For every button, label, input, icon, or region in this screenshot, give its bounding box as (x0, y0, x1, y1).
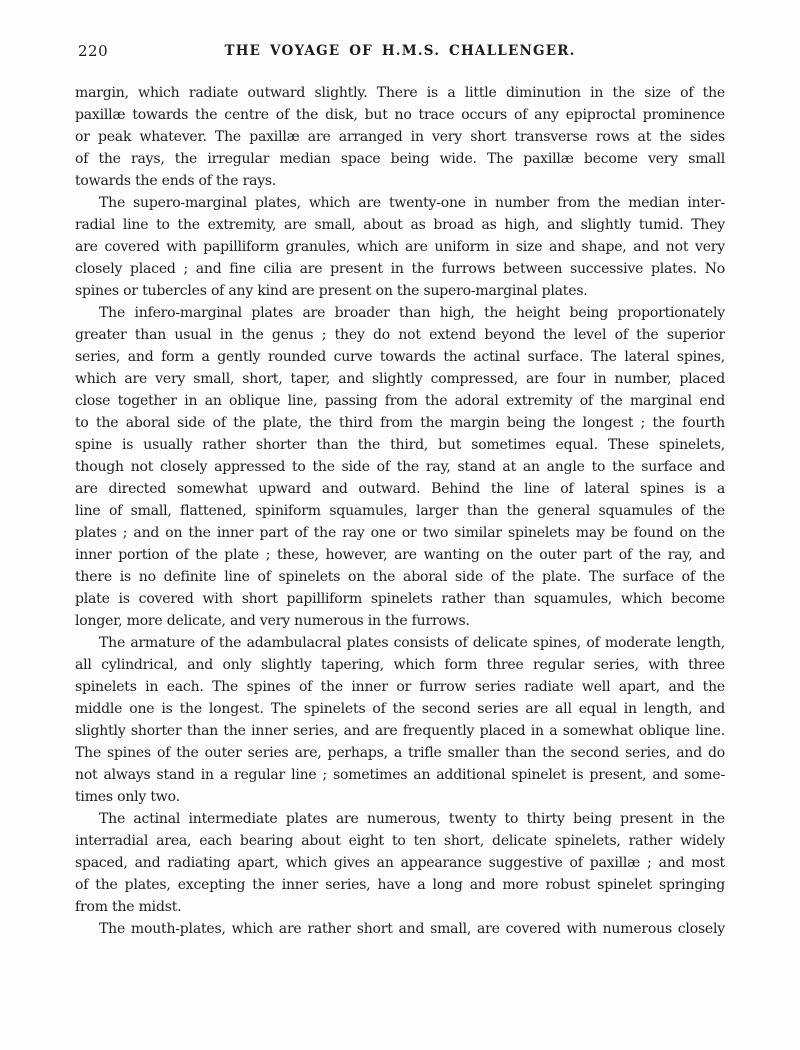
text-line: are directed somewhat upward and outward. Behind the line of lateral spines is a (75, 481, 725, 497)
text-line: from the midst. (75, 899, 182, 915)
text-line: though not closely appressed to the side of the ray, stand at an angle to the surface and (75, 459, 725, 475)
text-line: longer, more delicate, and very numerous in the furrows. (75, 613, 470, 629)
text-line: The armature of the adambulacral plates consists of delicate spines, of moderate length, (99, 635, 725, 651)
text-line: spines or tubercles of any kind are present on the supero-marginal plates. (75, 283, 588, 299)
text-line: towards the ends of the rays. (75, 173, 277, 189)
body-text (75, 82, 725, 940)
text-line: closely placed ; and fine cilia are present in the furrows between successive plates. No (75, 261, 725, 277)
text-line: inner portion of the plate ; these, however, are wanting on the outer part of the ray, and (75, 547, 725, 563)
text-line: plates ; and on the inner part of the ray one or two similar spinelets may be found on the (75, 525, 725, 541)
text-line: not always stand in a regular line ; sometimes an additional spinelet is present, and some- (75, 767, 725, 783)
text-line: which are very small, short, taper, and slightly compressed, are four in number, placed (75, 371, 725, 387)
text-line: The supero-marginal plates, which are twenty-one in number from the median inter- (99, 195, 725, 211)
text-line: to the aboral side of the plate, the third from the margin being the longest ; the fourth (75, 415, 725, 431)
text-line: paxillæ towards the centre of the disk, but no trace occurs of any epiproctal prominence (75, 107, 725, 123)
text-line: spine is usually rather shorter than the third, but sometimes equal. These spinelets, (75, 437, 725, 453)
text-line: of the plates, excepting the inner series, have a long and more robust spinelet springing (75, 877, 725, 893)
text-line: middle one is the longest. The spinelets of the second series are all equal in length, and (75, 701, 725, 717)
text-line: The mouth-plates, which are rather short and small, are covered with numerous closely (99, 921, 725, 937)
text-line: times only two. (75, 789, 180, 805)
text-line: all cylindrical, and only slightly tapering, which form three regular series, with three (75, 657, 725, 673)
text-line: The actinal intermediate plates are numerous, twenty to thirty being present in the (99, 811, 725, 827)
text-line: close together in an oblique line, passing from the adoral extremity of the marginal end (75, 393, 725, 409)
text-line: series, and form a gently rounded curve towards the actinal surface. The lateral spines, (75, 349, 725, 365)
text-line: The infero-marginal plates are broader than high, the height being proportionately (99, 305, 725, 321)
text-line: of the rays, the irregular median space being wide. The paxillæ become very small (75, 151, 725, 167)
text-line: or peak whatever. The paxillæ are arranged in very short transverse rows at the sides (75, 129, 725, 145)
running-title: THE VOYAGE OF H.M.S. CHALLENGER. (224, 43, 576, 59)
text-line: The spines of the outer series are, perhaps, a trifle smaller than the second series, and do (75, 745, 725, 761)
text-line: there is no definite line of spinelets on the aboral side of the plate. The surface of the (75, 569, 725, 585)
text-line: are covered with papilliform granules, which are uniform in size and shape, and not very (75, 239, 725, 255)
page-number: 220 (78, 42, 109, 60)
text-line: plate is covered with short papilliform spinelets rather than squamules, which become (75, 591, 725, 607)
text-line: margin, which radiate outward slightly. There is a little diminution in the size of the (75, 85, 725, 101)
text-line: spaced, and radiating apart, which gives an appearance suggestive of paxillæ ; and most (75, 855, 725, 871)
text-line: spinelets in each. The spines of the inner or furrow series radiate well apart, and the (75, 679, 725, 695)
text-line: greater than usual in the genus ; they do not extend beyond the level of the superior (75, 327, 725, 343)
text-line: line of small, flattened, spiniform squamules, larger than the general squamules of the (75, 503, 725, 519)
text-line: radial line to the extremity, are small, about as broad as high, and slightly tumid. They (75, 217, 725, 233)
text-line: slightly shorter than the inner series, and are frequently placed in a somewhat oblique line. (75, 723, 725, 739)
text-line: interradial area, each bearing about eight to ten short, delicate spinelets, rather widely (75, 833, 725, 849)
